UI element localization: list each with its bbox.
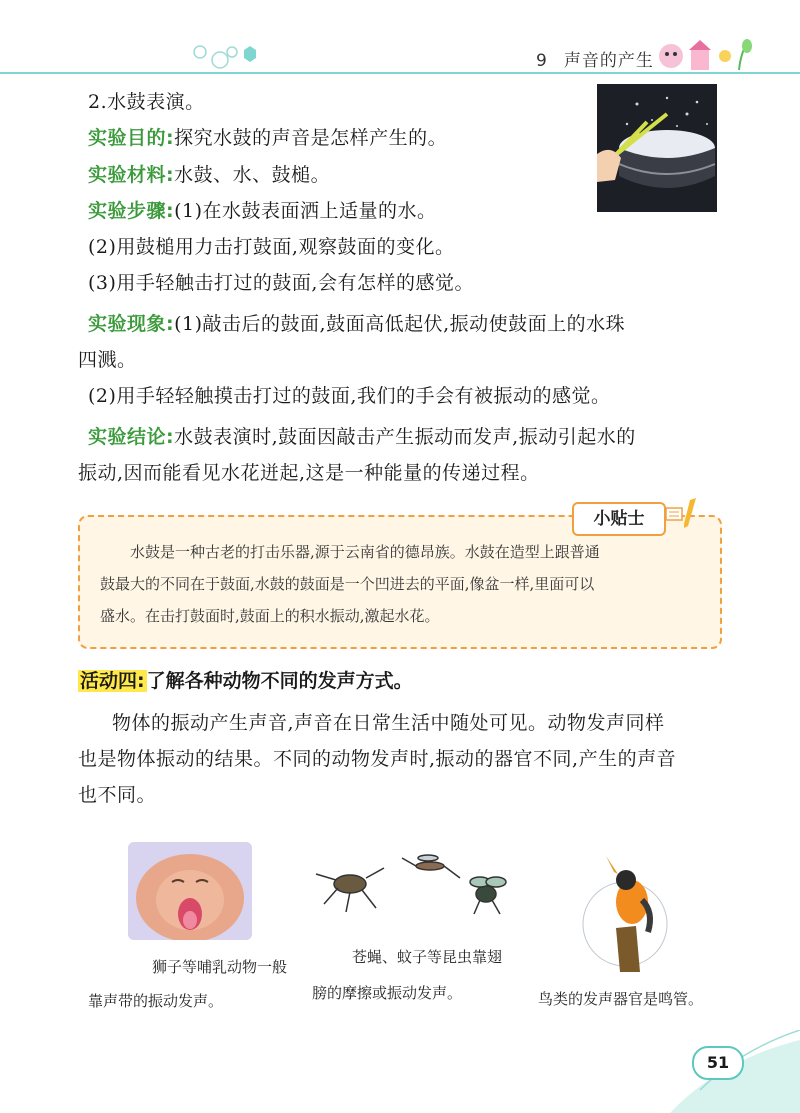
materials-text: 水鼓、水、鼓槌。: [174, 164, 331, 186]
tip-text: [100, 536, 700, 632]
conclusion-text-1: 水鼓表演时,鼓面因敲击产生振动而发声,振动引起水的: [174, 426, 636, 448]
purpose-text: 探究水鼓的声音是怎样产生的。: [174, 127, 448, 149]
kids-decoration-icon: [655, 38, 755, 74]
page-number: 51: [692, 1046, 744, 1080]
phenomenon-label: 实验现象:: [88, 313, 175, 335]
pencil-icon: [664, 496, 704, 532]
intro-line-1: 物体的振动产生声音,声音在日常生活中随处可见。动物发声同样: [112, 712, 665, 734]
phenomenon-text-2: (2)用手轻轻触摸击打过的鼓面,我们的手会有被振动的感觉。: [88, 385, 611, 407]
conclusion-label: 实验结论:: [88, 426, 175, 448]
chapter-number: 9: [536, 51, 548, 71]
chapter-header: [536, 46, 654, 71]
activity-label: 活动四:: [80, 670, 145, 692]
phenomenon-text-1-cont: 四溅。: [78, 349, 137, 371]
water-drum-photo: [597, 84, 717, 212]
tip-line-3: 盛水。在击打鼓面时,鼓面上的积水振动,激起水花。: [100, 607, 440, 625]
section-title: 2.水鼓表演。: [88, 91, 205, 113]
materials-label: 实验材料:: [88, 164, 175, 186]
activity-text: 了解各种动物不同的发声方式。: [146, 670, 413, 692]
steps-label: 实验步骤:: [88, 200, 175, 222]
conclusion-text-2: 振动,因而能看见水花迸起,这是一种能量的传递过程。: [78, 462, 540, 484]
step-3: (3)用手轻触击打过的鼓面,会有怎样的感觉。: [88, 272, 474, 294]
step-2: (2)用鼓槌用力击打鼓面,观察鼓面的变化。: [88, 236, 455, 258]
purpose-label: 实验目的:: [88, 127, 175, 149]
lion-caption-1: 狮子等哺乳动物一般: [152, 958, 288, 976]
tip-badge: 小贴士: [572, 502, 666, 536]
bird-photo: [580, 842, 670, 972]
purpose-line: [88, 120, 447, 156]
insect-caption-2: 膀的摩擦或振动发声。: [312, 984, 463, 1002]
intro-line-3: 也不同。: [78, 784, 157, 806]
step-1: (1)在水鼓表面洒上适量的水。: [174, 200, 437, 222]
insect-caption-1: 苍蝇、蚊子等昆虫靠翅: [352, 948, 503, 966]
steps-line-1: [88, 193, 437, 229]
phenomenon-line-1: [88, 306, 625, 342]
intro-line-2: 也是物体振动的结果。不同的动物发声时,振动的器官不同,产生的声音: [78, 748, 677, 770]
phenomenon-text-1: (1)敲击后的鼓面,鼓面高低起伏,振动使鼓面上的水珠: [174, 313, 626, 335]
bird-caption: 鸟类的发声器官是鸣管。: [538, 990, 704, 1008]
lion-photo: [128, 842, 252, 940]
chapter-title: 声音的产生: [563, 51, 654, 71]
tip-line-2: 鼓最大的不同在于鼓面,水鼓的鼓面是一个凹进去的平面,像盆一样,里面可以: [100, 575, 595, 593]
bubbles-decoration-icon: [190, 40, 270, 70]
insects-illustration: [310, 848, 530, 928]
activity-heading: [78, 666, 413, 693]
materials-line: [88, 157, 330, 193]
lion-caption-2: 靠声带的振动发声。: [88, 992, 224, 1010]
tip-line-1: 水鼓是一种古老的打击乐器,源于云南省的德昂族。水鼓在造型上跟普通: [130, 543, 600, 561]
conclusion-line-1: [88, 419, 636, 455]
